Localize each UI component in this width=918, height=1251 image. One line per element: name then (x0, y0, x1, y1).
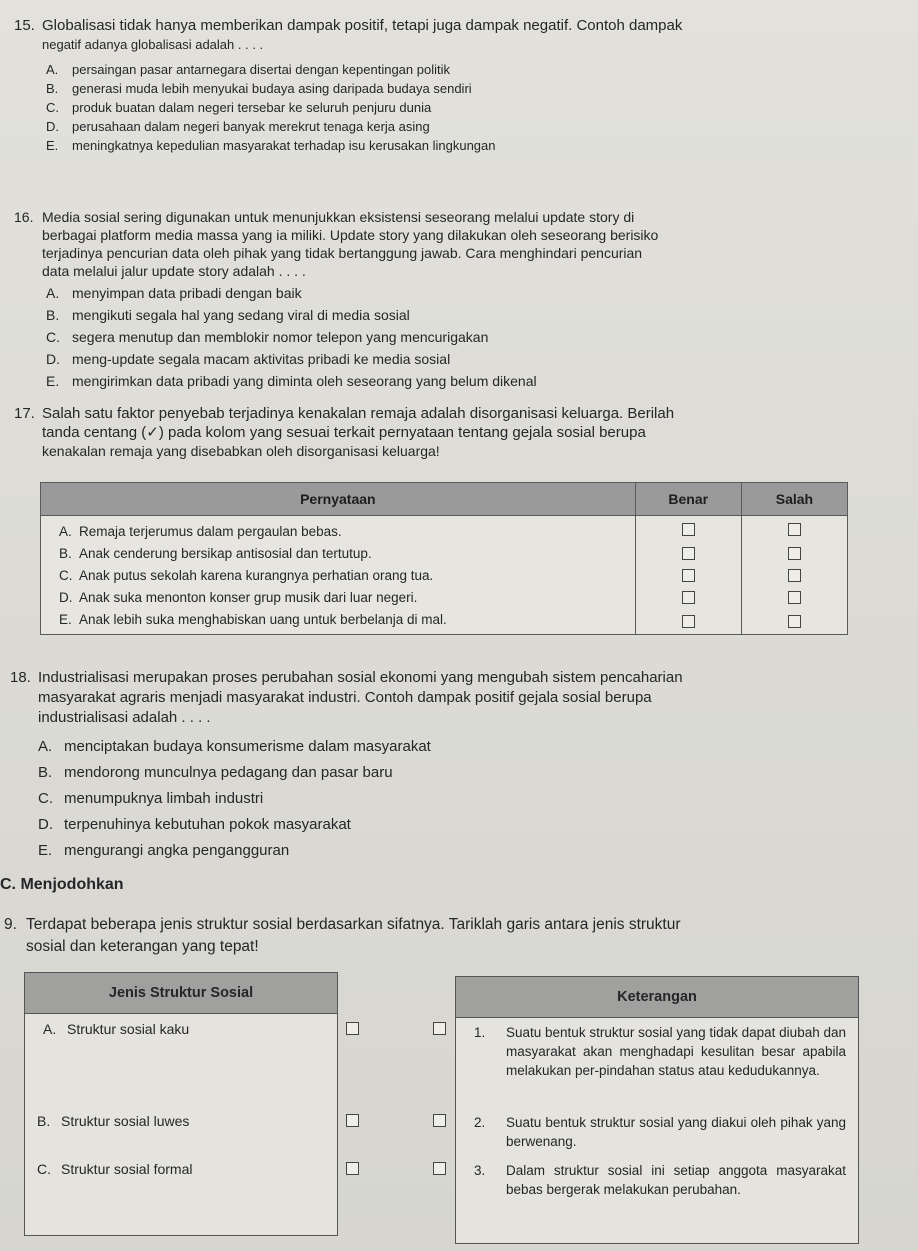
option-d[interactable]: D. terpenuhinya kebutuhan pokok masyarakat (38, 816, 351, 833)
left-connector-a[interactable] (346, 1022, 359, 1035)
description-item-3: 3. Dalam struktur sosial ini setiap anggota masyarakat bebas bergerak melakukan perubahan. (474, 1163, 846, 1197)
question-line: tanda centang (✓) pada kolom yang sesuai terkait pernyataan tentang gejala sosial berupa (42, 424, 646, 441)
question-17-text (14, 404, 904, 461)
left-column-header: Jenis Struktur Sosial (25, 973, 337, 1014)
column-header-statement: Pernyataan (41, 483, 636, 516)
question-line: negatif adanya globalisasi adalah . . . . (42, 37, 264, 52)
question-line: Terdapat beberapa jenis struktur sosial berdasarkan sifatnya. Tariklah garis antara jenis struktur (26, 916, 681, 933)
question-line: Media sosial sering digunakan untuk menunjukkan eksistensi seseorang melalui update story di (42, 209, 635, 225)
false-checkbox[interactable] (788, 569, 801, 582)
structure-item-a: A. Struktur sosial kaku (43, 1021, 190, 1037)
question-16 (14, 208, 904, 392)
table-row: D. Anak suka menonton konser grup musik dari luar negeri. (41, 586, 848, 608)
option-e[interactable]: E. mengirimkan data pribadi yang diminta oleh seseorang yang belum dikenal (46, 373, 537, 389)
structure-item-b: B. Struktur sosial luwes (37, 1113, 190, 1129)
option-a[interactable]: A. persaingan pasar antarnegara disertai dengan kepentingan politik (46, 62, 450, 77)
option-c[interactable]: C. menumpuknya limbah industri (38, 790, 264, 807)
option-e[interactable]: E. meningkatnya kepedulian masyarakat terhadap isu kerusakan lingkungan (46, 138, 496, 153)
description-item-2: 2. Suatu bentuk struktur sosial yang diakui oleh pihak yang berwenang. (474, 1115, 846, 1149)
question-number: 18. (10, 669, 31, 686)
question-19-text (4, 914, 894, 958)
question-line: Globalisasi tidak hanya memberikan dampak positif, tetapi juga dampak negatif. Contoh dampak (42, 17, 683, 34)
question-number: 17. (14, 405, 35, 422)
false-checkbox[interactable] (788, 591, 801, 604)
table-row: C. Anak putus sekolah karena kurangnya perhatian orang tua. (41, 564, 848, 586)
false-checkbox[interactable] (788, 615, 801, 628)
right-connector-2[interactable] (433, 1114, 446, 1127)
question-line: kenakalan remaja yang disebabkan oleh disorganisasi keluarga! (42, 443, 440, 459)
right-connector-1[interactable] (433, 1022, 446, 1035)
column-header-true: Benar (635, 483, 741, 516)
question-18-text (10, 668, 900, 728)
option-d[interactable]: D. perusahaan dalam negeri banyak merekrut tenaga kerja asing (46, 119, 430, 134)
structure-types-column (24, 972, 338, 1236)
question-number: 15. (14, 17, 35, 34)
false-checkbox[interactable] (788, 523, 801, 536)
question-line: terjadinya pencurian data oleh pihak yang tidak bertanggung jawab. Cara menghindari pencurian (42, 245, 643, 261)
option-e[interactable]: E. mengurangi angka pengangguran (38, 842, 290, 859)
option-b[interactable]: B. mengikuti segala hal yang sedang viral di media sosial (46, 307, 410, 323)
options-list (10, 734, 900, 864)
table-row: E. Anak lebih suka menghabiskan uang untuk berbelanja di mal. (41, 608, 848, 635)
column-header-false: Salah (741, 483, 847, 516)
question-17 (14, 404, 904, 461)
question-18 (10, 668, 900, 864)
option-c[interactable]: C. segera menutup dan memblokir nomor telepon yang mencurigakan (46, 329, 489, 345)
right-connector-3[interactable] (433, 1162, 446, 1175)
options-list (14, 60, 904, 155)
option-d[interactable]: D. meng-update segala macam aktivitas pribadi ke media sosial (46, 351, 451, 367)
question-line: data melalui jalur update story adalah . . . . (42, 263, 306, 279)
true-checkbox[interactable] (682, 523, 695, 536)
question-19 (4, 914, 894, 958)
question-line: berbagai platform media massa yang ia miliki. Update story yang dilakukan oleh seseorang berisiko (42, 227, 659, 243)
question-number: 9. (4, 916, 17, 933)
option-b[interactable]: B. mendorong munculnya pedagang dan pasar baru (38, 764, 393, 781)
question-line: Industrialisasi merupakan proses perubahan sosial ekonomi yang mengubah sistem pencaharian (38, 669, 683, 686)
left-connector-c[interactable] (346, 1162, 359, 1175)
question-line: masyarakat agraris menjadi masyarakat industri. Contoh dampak positif gejala sosial berupa (38, 689, 652, 706)
true-checkbox[interactable] (682, 615, 695, 628)
true-checkbox[interactable] (682, 569, 695, 582)
question-16-text (14, 208, 904, 280)
false-checkbox[interactable] (788, 547, 801, 560)
option-b[interactable]: B. generasi muda lebih menyukai budaya asing daripada budaya sendiri (46, 81, 472, 96)
section-heading: C. Menjodohkan (0, 876, 124, 893)
table-row: B. Anak cenderung bersikap antisosial dan tertutup. (41, 542, 848, 564)
option-a[interactable]: A. menyimpan data pribadi dengan baik (46, 285, 302, 301)
question-number: 16. (14, 209, 34, 225)
question-line: sosial dan keterangan yang tepat! (26, 938, 259, 955)
option-c[interactable]: C. produk buatan dalam negeri tersebar ke seluruh penjuru dunia (46, 100, 432, 115)
descriptions-column (455, 976, 859, 1244)
description-item-1: 1. Suatu bentuk struktur sosial yang tidak dapat diubah dan masyarakat akan menghadapi kesulitan besar apabila melakukan per-pindahan status atau kedudukannya. (474, 1025, 846, 1078)
table-row: A. Remaja terjerumus dalam pergaulan bebas. (41, 516, 848, 543)
structure-item-c: C. Struktur sosial formal (37, 1161, 193, 1177)
true-false-table (40, 482, 848, 635)
option-a[interactable]: A. menciptakan budaya konsumerisme dalam masyarakat (38, 738, 431, 755)
question-15 (14, 16, 904, 155)
options-list (14, 282, 904, 392)
true-checkbox[interactable] (682, 591, 695, 604)
left-connector-b[interactable] (346, 1114, 359, 1127)
question-15-text (14, 16, 904, 54)
true-checkbox[interactable] (682, 547, 695, 560)
question-line: industrialisasi adalah . . . . (38, 709, 211, 726)
right-column-header: Keterangan (456, 977, 858, 1018)
question-line: Salah satu faktor penyebab terjadinya kenakalan remaja adalah disorganisasi keluarga. Berilah (42, 405, 675, 422)
